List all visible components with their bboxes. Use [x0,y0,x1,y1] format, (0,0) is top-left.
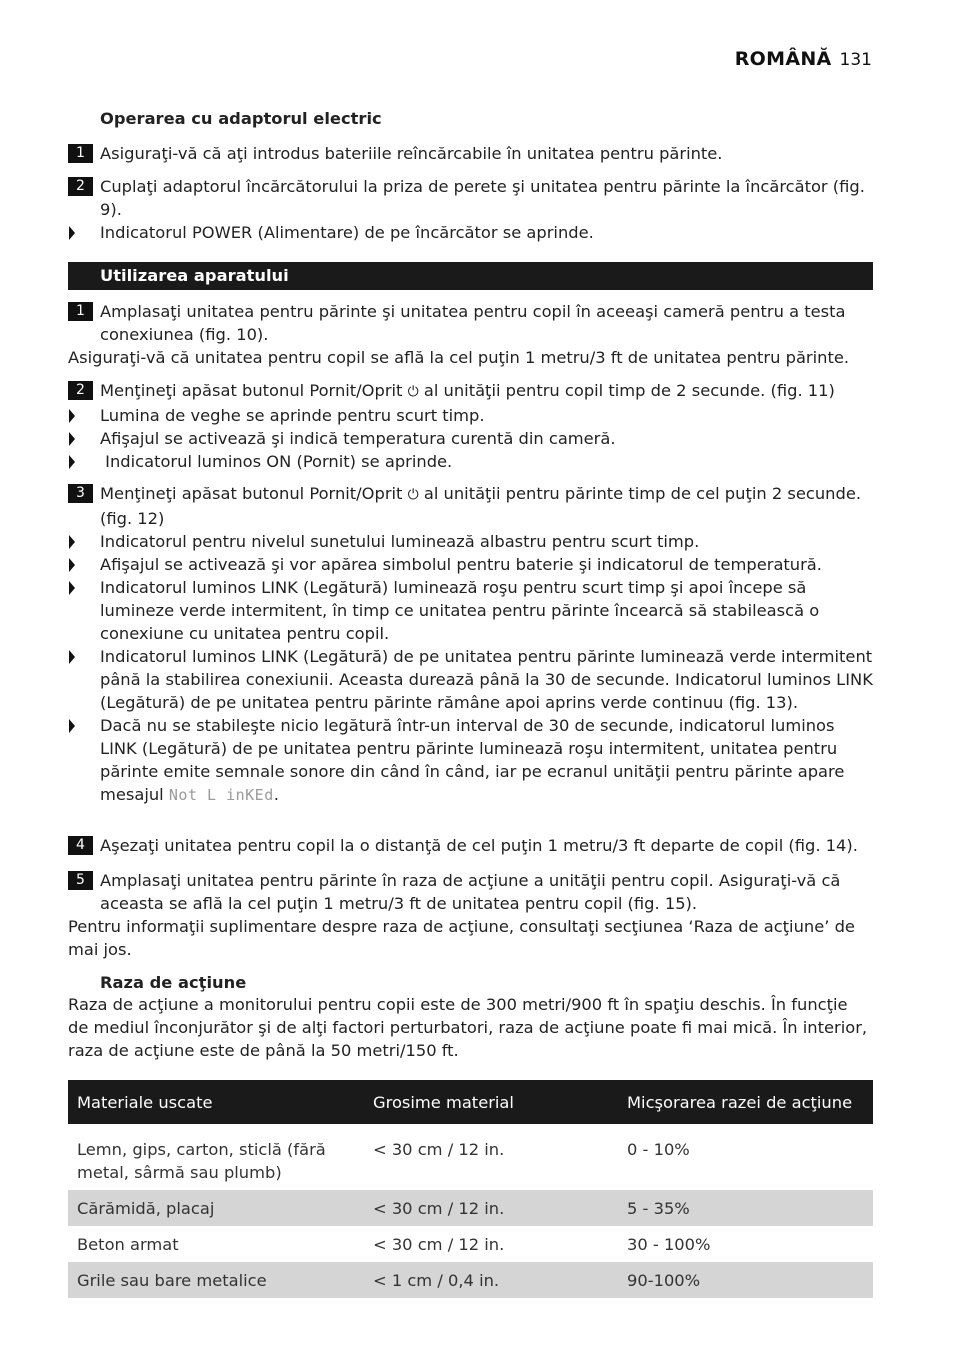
bullet-text-end: . [273,785,279,804]
bullet-text: Indicatorul luminos LINK (Legătură) de pe unitatea pentru părinte luminează verde intermitent până la stabilirea conexiunii. Aceasta durează până la 30 de secunde. Indicatorul luminos LINK (Legătură) de pe unitatea pentru părinte rămâne apoi aprins verde continuu (fig. 13). [100,647,873,712]
step-text-end: al unităţii pentru părinte timp de cel puţin 2 secunde. (fig. 12) [100,484,862,528]
table-cell: 90-100% [618,1262,873,1298]
power-icon: ⏻ [407,487,419,503]
step-text: Cuplaţi adaptorul încărcătorului la priza de perete şi unitatea pentru părinte la încărcător (fig. 9). [100,177,865,219]
bullet-arrow-icon [69,558,75,572]
bullet-arrow-icon [69,455,75,469]
step-number: 2 [68,177,93,196]
range-table [68,1080,873,1298]
page-number: 131 [839,50,872,70]
step-number: 3 [68,484,93,503]
step-text: Amplasaţi unitatea pentru părinte în raza de acţiune a unităţii pentru copil. Asiguraţi-vă că aceasta se află la cel puţin 1 metru/3 ft de unitatea pentru copil (fig. 15). [100,871,841,913]
table-row [68,1262,873,1298]
step-number: 5 [68,871,93,890]
step-text: Menţineţi apăsat butonul Pornit/Oprit [100,484,408,503]
table-cell: 5 - 35% [618,1190,873,1226]
bullet-arrow-icon [69,409,75,423]
table-cell: < 1 cm / 0,4 in. [364,1262,618,1298]
language-label: ROMÂNĂ [734,48,832,70]
table-cell: 0 - 10% [627,1140,690,1159]
step-number: 2 [68,381,93,400]
bullet-text: Indicatorul luminos LINK (Legătură) luminează roşu pentru scurt timp şi apoi începe să lumineze verde intermitent, în timp ce unitatea pentru părinte încearcă să stabilească o conexiune cu unitatea pentru copil. [100,578,820,643]
bullet-arrow-icon [69,719,75,733]
table-cell: < 30 cm / 12 in. [364,1190,618,1226]
bullet-text: Indicatorul luminos ON (Pornit) se aprinde. [100,452,453,471]
lcd-message: Not L inKEd [168,786,274,804]
section-bar-usage: Utilizarea aparatului [68,262,873,290]
section-heading-adapter: Operarea cu adaptorul electric [100,109,382,128]
step-number: 1 [68,144,93,163]
step-text: Aşezaţi unitatea pentru copil la o distanţă de cel puţin 1 metru/3 ft departe de copil (fig. 14). [100,836,858,855]
step-text-end: al unităţii pentru copil timp de 2 secunde. (fig. 11) [418,381,835,400]
bullet-text: Lumina de veghe se aprinde pentru scurt timp. [100,406,485,425]
step-note: Asiguraţi-vă că unitatea pentru copil se află la cel puţin 1 metru/3 ft de unitatea pentru părinte. [68,348,850,367]
page-header [735,48,872,70]
step-text: Asiguraţi-vă că aţi introdus bateriile reîncărcabile în unitatea pentru părinte. [100,144,723,163]
usage-step-5 [68,869,873,961]
table-cell: Grile sau bare metalice [68,1262,364,1298]
step-text: Amplasaţi unitatea pentru părinte şi unitatea pentru copil în aceeaşi cameră pentru a testa conexiunea (fig. 10). [100,302,846,344]
table-row [68,1190,873,1226]
column-header: Grosime material [364,1080,618,1124]
table-cell: Lemn, gips, carton, sticlă (fără metal, sârmă sau plumb) [77,1140,326,1182]
step-number: 4 [68,836,93,855]
usage-step-2 [68,379,873,473]
table-cell: Beton armat [77,1235,179,1254]
table-cell: Cărămidă, placaj [68,1190,364,1226]
table-cell: < 30 cm / 12 in. [373,1140,505,1159]
usage-step-4 [68,834,873,857]
range-paragraph: Raza de acţiune a monitorului pentru copii este de 300 metri/900 ft în spaţiu deschis. În funcţie de mediul înconjurător şi de alţi factori perturbatori, raza de acţiune poate fi mai mică. În interior, raza de acţiune este de până la 50 metri/150 ft. [68,995,868,1060]
table-row [68,1124,873,1190]
section-heading-range: Raza de acţiune [100,973,247,992]
step-note: Pentru informaţii suplimentare despre raza de acţiune, consultaţi secţiunea ‘Raza de acţiune’ de mai jos. [68,917,855,959]
power-icon: ⏻ [407,384,419,400]
bullet-arrow-icon [69,432,75,446]
column-header: Micşorarea razei de acţiune [618,1080,873,1124]
bullet-arrow-icon [69,650,75,664]
table-header-row [68,1080,873,1124]
adapter-step-2 [68,175,873,244]
bullet-text: Dacă nu se stabileşte nicio legătură într-un interval de 30 de secunde, indicatorul luminos LINK (Legătură) de pe unitatea pentru părinte luminează roşu intermitent, unitatea pentru părinte emite semnale sonore din când în când, iar pe ecranul unităţii pentru părinte apare mesajul [100,716,845,804]
table-cell: 30 - 100% [627,1235,711,1254]
bullet-text: Indicatorul pentru nivelul sunetului luminează albastru pentru scurt timp. [100,532,700,551]
table-row [68,1226,873,1262]
step-text: Menţineţi apăsat butonul Pornit/Oprit [100,381,408,400]
adapter-step-1 [68,142,873,165]
usage-step-3 [68,482,873,807]
bullet-text: Afişajul se activează şi indică temperatura curentă din cameră. [100,429,616,448]
bullet-arrow-icon [69,535,75,549]
step-number: 1 [68,302,93,321]
usage-step-1 [68,300,873,369]
bullet-text: Afişajul se activează şi vor apărea simbolul pentru baterie şi indicatorul de temperatură. [100,555,822,574]
bullet-text: Indicatorul POWER (Alimentare) de pe încărcător se aprinde. [100,223,594,242]
bullet-arrow-icon [69,581,75,595]
table-cell: < 30 cm / 12 in. [373,1235,505,1254]
column-header: Materiale uscate [68,1080,364,1124]
bullet-arrow-icon [69,226,75,240]
